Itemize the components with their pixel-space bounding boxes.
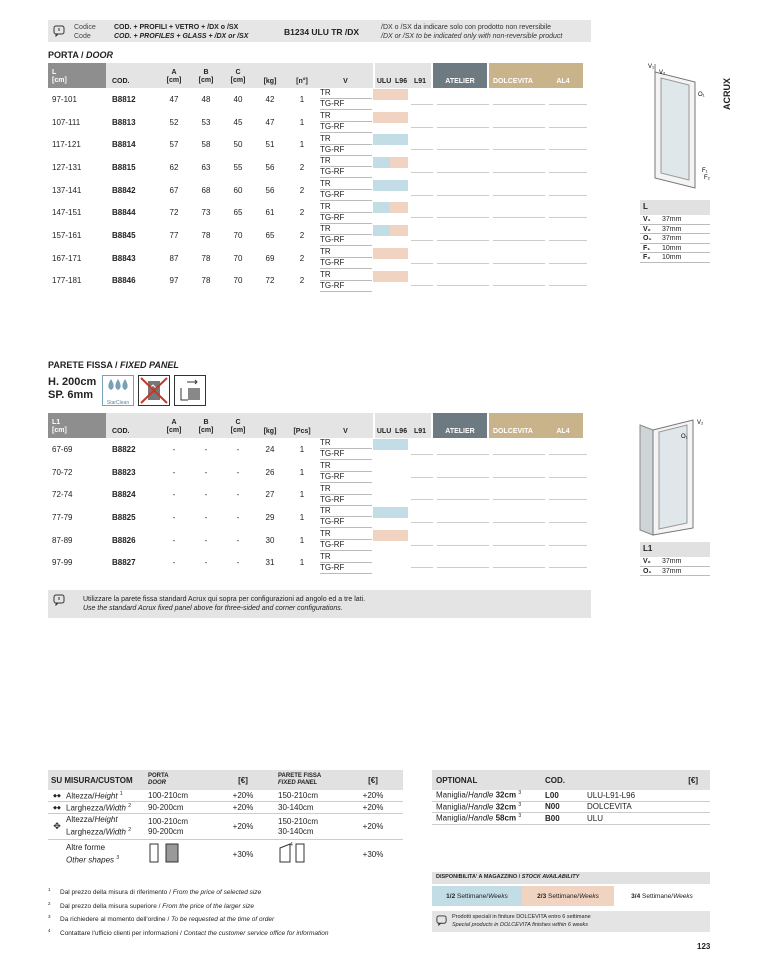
swatch-ulu-l96	[373, 462, 409, 473]
cell-v: TR TG-RF	[320, 134, 372, 156]
cell-b: 48	[201, 94, 211, 104]
table-row	[48, 224, 591, 247]
shape-icons-door	[148, 842, 208, 866]
cell-v: TR TG-RF	[320, 529, 372, 551]
cell-c: 60	[233, 185, 243, 195]
col-kg: [kg]	[254, 413, 286, 438]
table-row	[48, 551, 591, 574]
cell-a: 97	[169, 276, 179, 286]
cell-v: TR TG-RF	[320, 247, 372, 269]
door-table	[48, 63, 591, 292]
cell-c: 70	[233, 276, 243, 286]
shape-icons-panel: 4	[278, 842, 343, 866]
cell-a: 72	[169, 208, 179, 218]
col-pcs: [Pcs]	[286, 413, 318, 438]
cell-n: 2	[299, 253, 305, 263]
cell-kg: 26	[265, 467, 275, 477]
cell-v: TR TG-RF	[320, 88, 372, 110]
swatch-ulu-l96	[373, 180, 409, 191]
cell-cod: B8812	[112, 94, 136, 104]
cell-kg: 51	[265, 140, 275, 150]
cell-kg: 56	[265, 185, 275, 195]
cell-kg: 72	[265, 276, 275, 286]
cell-c: -	[236, 535, 240, 545]
cell-v: TR TG-RF	[320, 438, 372, 460]
cell-cod: B8826	[112, 535, 136, 545]
cell-c: 55	[233, 162, 243, 172]
table-row	[48, 88, 591, 111]
cell-b: 58	[201, 140, 211, 150]
swatch-ulu-l96	[373, 484, 409, 495]
height-icon: ◆◆	[53, 792, 61, 799]
cell-n: 1	[299, 94, 305, 104]
table-row	[48, 438, 591, 461]
cell-cod: B8822	[112, 444, 136, 454]
cell-cod: B8846	[112, 276, 136, 286]
cell-c: 50	[233, 140, 243, 150]
cell-c: -	[236, 512, 240, 522]
cell-cod: B8823	[112, 467, 136, 477]
comment-icon	[436, 915, 447, 929]
dim-row: F₁ 10mm	[640, 244, 710, 254]
cell-cod: B8825	[112, 512, 136, 522]
swatch-ulu-l96	[373, 271, 409, 282]
cell-l: 67-69	[52, 444, 73, 454]
panel-table-header	[48, 413, 591, 438]
cell-b: 78	[201, 253, 211, 263]
cell-a: -	[172, 512, 176, 522]
footnote: $^2$ Dal prezzo della misura superiore / From the price of the larger size	[48, 900, 255, 910]
optional-row: Maniglia/Handle 32cm $^3$ L00 ULU-L91-L96	[432, 790, 710, 802]
cell-n: 2	[299, 230, 305, 240]
table-row	[48, 201, 591, 224]
cell-l: 167-171	[52, 253, 82, 263]
cell-n: 1	[299, 444, 305, 454]
cell-b: -	[204, 444, 208, 454]
cell-b: -	[204, 558, 208, 568]
swatch-ulu-l96	[373, 157, 409, 168]
cell-c: 45	[233, 117, 243, 127]
swatch-ulu-l96	[373, 112, 409, 123]
cell-v: TR TG-RF	[320, 506, 372, 528]
cell-c: 70	[233, 253, 243, 263]
table-row	[48, 506, 591, 529]
cell-cod: B8824	[112, 490, 136, 500]
dim-row: V₁ 37mm	[640, 215, 710, 225]
swatch-ulu-l96	[373, 248, 409, 259]
cell-n: 1	[299, 467, 305, 477]
table-row	[48, 247, 591, 270]
width-icon: ◆◆	[53, 804, 61, 811]
cell-kg: 24	[265, 444, 275, 454]
cell-b: 63	[201, 162, 211, 172]
footnotes	[48, 885, 408, 940]
cell-a: -	[172, 490, 176, 500]
cell-c: -	[236, 558, 240, 568]
col-c: C [cm]	[222, 413, 254, 438]
availability-item: 3/4 Settimane/ Weeks	[614, 886, 710, 906]
code-label-it: Codice	[74, 24, 96, 31]
cell-v: TR TG-RF	[320, 270, 372, 292]
cell-a: -	[172, 467, 176, 477]
panel-note-it: Utilizzare la parete fissa standard Acrux qui sopra per configurazioni ad angolo ed a tre lati.	[83, 596, 366, 603]
cell-l: 97-99	[52, 558, 73, 568]
cell-l: 177-181	[52, 276, 82, 286]
cell-kg: 47	[265, 117, 275, 127]
cell-kg: 69	[265, 253, 275, 263]
table-row	[48, 461, 591, 484]
col-al4: AL4	[543, 413, 583, 438]
panel-table	[48, 413, 591, 574]
code-desc-en: COD. + PROFILES + GLASS + /DX or /SX	[114, 33, 249, 40]
cell-l: 72-74	[52, 490, 73, 500]
col-cod: COD.	[106, 413, 158, 438]
code-desc-it: COD. + PROFILI + VETRO + /DX o /SX	[114, 24, 239, 31]
col-l91: L91	[409, 63, 431, 88]
cell-cod: B8815	[112, 162, 136, 172]
page-number: 123	[697, 942, 711, 951]
cell-v: TR TG-RF	[320, 156, 372, 178]
col-kg: [kg]	[254, 63, 286, 88]
dim-row: V₂ 37mm	[640, 557, 710, 567]
cell-b: 73	[201, 208, 211, 218]
cell-a: 52	[169, 117, 179, 127]
table-row	[48, 111, 591, 134]
col-dolcevita: DOLCEVITA	[487, 63, 543, 88]
panel-diagram-label-v2: V₂	[697, 420, 704, 426]
cell-kg: 61	[265, 208, 275, 218]
cell-cod: B8845	[112, 230, 136, 240]
cell-n: 1	[299, 117, 305, 127]
cell-b: -	[204, 535, 208, 545]
cell-cod: B8842	[112, 185, 136, 195]
cell-v: TR TG-RF	[320, 552, 372, 574]
table-row	[48, 529, 591, 552]
optional-title: OPTIONAL	[436, 775, 478, 785]
swatch-ulu-l96	[373, 530, 409, 541]
custom-table: SU MISURA/CUSTOM PORTA DOOR [€] PARETE FISSA FIXED PANEL [€] ◆◆ Altezza/Height $^1$ 100-210cm +20% 150-210cm +20% ◆◆ Larghezza/Width $^2$ 90-200cm +20% 30-140cm +20% ✥ Altezza/Height Larghezza/Width $^2$ 100-210cm 90-200cm +20% 150-210cm 30-140cm +20% Altre forme Other shapes $^3$ +30% 4 +30%	[48, 770, 403, 868]
col-v: V	[318, 63, 373, 88]
cell-b: 78	[201, 276, 211, 286]
cell-n: 1	[299, 558, 305, 568]
panel-thickness: SP. 6mm	[48, 389, 94, 401]
dim-row: V₂ 37mm	[640, 225, 710, 235]
panel-height: H. 200cm	[48, 376, 97, 388]
table-row	[48, 179, 591, 202]
cell-n: 1	[299, 512, 305, 522]
footnote: $^4$ Contattare l'ufficio clienti per informazioni / Contact the customer service office for information	[48, 927, 329, 938]
dim-row: F₂ 10mm	[640, 253, 710, 263]
cell-cod: B8813	[112, 117, 136, 127]
custom-row: ◆◆ Larghezza/Width $^2$ 90-200cm +20% 30-140cm +20%	[48, 802, 403, 814]
col-b: B [cm]	[190, 63, 222, 88]
cell-c: 40	[233, 94, 243, 104]
side-label: ACRUX	[722, 77, 732, 110]
cell-l: 70-72	[52, 467, 73, 477]
availability: DISPONIBILITA' A MAGAZZINO / STOCK AVAILABILITY 1/2 Settimane/ Weeks 2/3 Settimane/ Weeks 3/4 Settimane/ Weeks Prodotti speciali in finiture DOLCEVITA entro 6 settimane Special products in DOLCEVITA finishes within 6 weeks	[432, 872, 710, 932]
table-row	[48, 156, 591, 179]
dim-row: O₁ 37mm	[640, 567, 710, 577]
col-a: A [cm]	[158, 63, 190, 88]
panel-note-en: Use the standard Acrux fixed panel above for three-sided and corner configurations.	[83, 605, 343, 612]
panel-dims-title: L1	[640, 542, 710, 557]
cell-a: -	[172, 558, 176, 568]
swatch-ulu-l96	[373, 225, 409, 236]
cell-b: -	[204, 512, 208, 522]
col-c: C [cm]	[222, 63, 254, 88]
cell-a: 62	[169, 162, 179, 172]
cell-n: 2	[299, 162, 305, 172]
availability-item: 2/3 Settimane/ Weeks	[522, 886, 614, 906]
swatch-ulu-l96	[373, 439, 409, 450]
code-note-it: /DX o /SX da indicare solo con prodotto non reversibile	[381, 24, 552, 31]
mount-icon	[174, 375, 206, 406]
cell-a: 77	[169, 230, 179, 240]
code-label-en: Code	[74, 33, 91, 40]
cell-a: 47	[169, 94, 179, 104]
cell-l: 117-121	[52, 140, 81, 150]
col-b: B [cm]	[190, 413, 222, 438]
cell-l: 107-111	[52, 117, 81, 127]
col-l: L [cm]	[48, 63, 106, 88]
cell-n: 2	[299, 208, 305, 218]
diagram-label-f2: F₂	[704, 175, 710, 181]
cell-n: 2	[299, 185, 305, 195]
door-title: PORTA / DOOR	[48, 50, 114, 60]
cell-a: -	[172, 535, 176, 545]
cell-v: TR TG-RF	[320, 484, 372, 506]
col-v: V	[318, 413, 373, 438]
cell-kg: 29	[265, 512, 275, 522]
cell-a: -	[172, 444, 176, 454]
cell-c: 70	[233, 230, 243, 240]
cell-l: 97-101	[52, 94, 77, 104]
cell-c: -	[236, 490, 240, 500]
cell-b: 68	[201, 185, 211, 195]
cell-l: 77-79	[52, 512, 73, 522]
cell-b: 78	[201, 230, 211, 240]
cell-l: 127-131	[52, 162, 82, 172]
cell-a: 87	[169, 253, 179, 263]
cell-kg: 30	[265, 535, 275, 545]
col-cod: COD.	[106, 63, 158, 88]
height-width-icon: ✥	[53, 821, 61, 831]
swatch-ulu-l96	[373, 134, 409, 145]
panel-diagram	[635, 410, 715, 540]
door-diagram	[640, 60, 720, 190]
availability-note: Prodotti speciali in finiture DOLCEVITA entro 6 settimane Special products in DOLCEVITA finishes within 6 weeks	[432, 911, 710, 932]
table-row	[48, 270, 591, 293]
cell-v: TR TG-RF	[320, 111, 372, 133]
swatch-ulu-l96	[373, 507, 409, 518]
comment-icon	[53, 24, 65, 42]
availability-item: 1/2 Settimane/ Weeks	[432, 886, 522, 906]
cell-c: 65	[233, 208, 243, 218]
cell-c: -	[236, 467, 240, 477]
cell-v: TR TG-RF	[320, 461, 372, 483]
optional-table: OPTIONAL COD. [€] Maniglia/Handle 32cm $^3$ L00 ULU-L91-L96 Maniglia/Handle 32cm $^3$ N00 DOLCEVITA Maniglia/Handle 58cm $^3$ B00 ULU	[432, 770, 710, 825]
cell-kg: 31	[265, 558, 275, 568]
col-atelier: ATELIER	[431, 63, 487, 88]
col-l1: L1 [cm]	[48, 413, 106, 438]
cell-a: 57	[169, 140, 179, 150]
diagram-label-o1: O₁	[698, 92, 705, 98]
cell-cod: B8844	[112, 208, 136, 218]
col-a: A [cm]	[158, 413, 190, 438]
optional-row: Maniglia/Handle 32cm $^3$ N00 DOLCEVITA	[432, 802, 710, 814]
starclean-label: StarClean	[106, 400, 130, 406]
cell-l: 147-151	[52, 208, 82, 218]
col-ulu-l96: ULU L96	[373, 413, 409, 438]
table-row	[48, 483, 591, 506]
cell-kg: 65	[265, 230, 275, 240]
table-row	[48, 133, 591, 156]
door-table-header	[48, 63, 591, 88]
cell-kg: 27	[265, 490, 275, 500]
cell-cod: B8814	[112, 140, 136, 150]
cell-n: 1	[299, 140, 305, 150]
optional-row: Maniglia/Handle 58cm $^3$ B00 ULU	[432, 813, 710, 825]
swatch-ulu-l96	[373, 552, 409, 563]
cell-n: 1	[299, 535, 305, 545]
cell-v: TR TG-RF	[320, 202, 372, 224]
cell-kg: 42	[265, 94, 275, 104]
panel-dims	[640, 542, 710, 576]
diagram-label-v1: V₁	[648, 64, 655, 70]
code-legend-bar	[48, 20, 591, 42]
footnote: $^1$ Dal prezzo della misura di riferimento / From the price of selected size	[48, 887, 262, 897]
cell-l: 87-89	[52, 535, 73, 545]
cell-v: TR TG-RF	[320, 179, 372, 201]
door-dims	[640, 200, 710, 263]
code-note-en: /DX or /SX to be indicated only with non-reversible product	[381, 33, 563, 40]
col-l91: L91	[409, 413, 431, 438]
cell-c: -	[236, 444, 240, 454]
col-n: [n°]	[286, 63, 318, 88]
cell-n: 1	[299, 490, 305, 500]
panel-diagram-label-o1: O₁	[681, 434, 688, 440]
cell-b: -	[204, 490, 208, 500]
custom-title: SU MISURA/CUSTOM	[51, 775, 133, 785]
cell-cod: B8843	[112, 253, 136, 263]
cell-b: 53	[201, 117, 211, 127]
custom-row: ◆◆ Altezza/Height $^1$ 100-210cm +20% 150-210cm +20%	[48, 790, 403, 802]
cell-b: -	[204, 467, 208, 477]
code-example: B1234 ULU TR /DX	[284, 27, 360, 37]
cell-l: 157-161	[52, 230, 82, 240]
cell-cod: B8827	[112, 558, 136, 568]
col-al4: AL4	[543, 63, 583, 88]
panel-title: PARETE FISSA / FIXED PANEL	[48, 360, 179, 370]
col-dolcevita: DOLCEVITA	[487, 413, 543, 438]
cell-n: 2	[299, 276, 305, 286]
cell-v: TR TG-RF	[320, 224, 372, 246]
swatch-ulu-l96	[373, 89, 409, 100]
diagram-label-f1: F₁	[702, 168, 708, 174]
col-ulu-l96: ULU L96	[373, 63, 409, 88]
not-reversible-icon	[138, 375, 170, 406]
panel-note	[48, 590, 591, 618]
swatch-ulu-l96	[373, 202, 409, 213]
door-dims-title: L	[640, 200, 710, 215]
starclean-icon	[102, 375, 134, 406]
footnote: $^3$ Da richiedere al momento dell'ordine / To be requested at the time of order	[48, 914, 275, 924]
cell-kg: 56	[265, 162, 275, 172]
dim-row: O₁ 37mm	[640, 234, 710, 244]
diagram-label-v2: V₂	[659, 70, 666, 76]
cell-l: 137-141	[52, 185, 82, 195]
comment-icon	[53, 594, 65, 609]
col-atelier: ATELIER	[431, 413, 487, 438]
cell-a: 67	[169, 185, 179, 195]
